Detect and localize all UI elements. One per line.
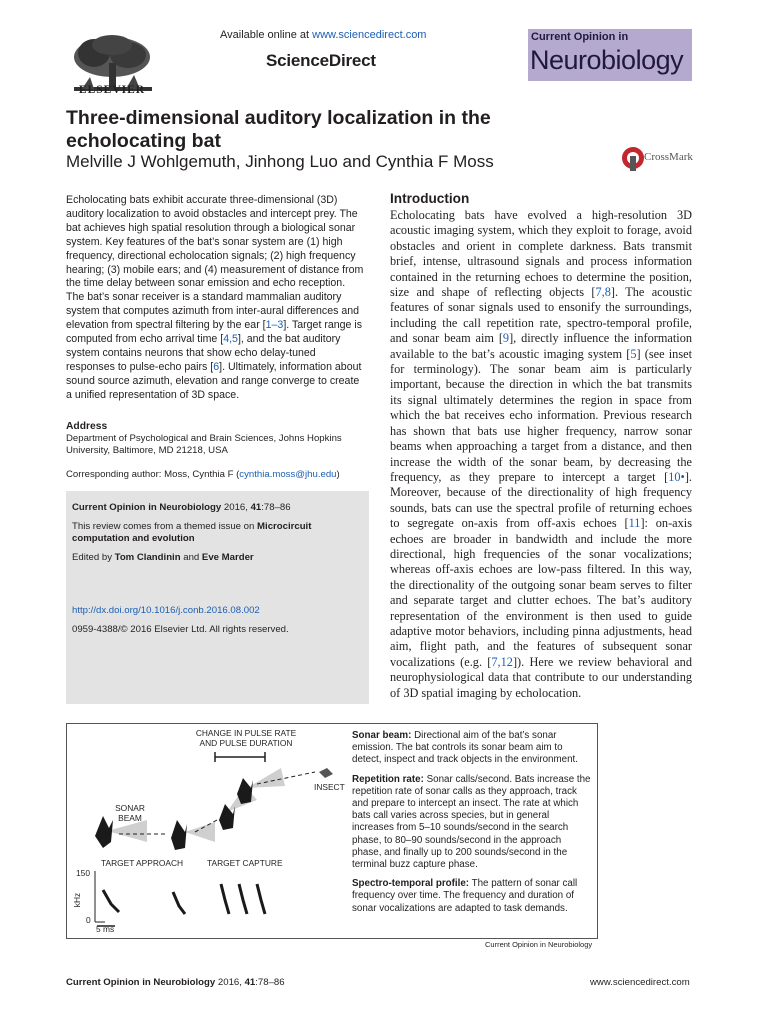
journal-banner-line2: Neurobiology [530, 45, 684, 75]
sonar-call [221, 884, 229, 914]
sonar-call [257, 884, 265, 914]
address-body: Department of Psychological and Brain Sciences, Johns Hopkins University, Baltimore, MD 21218, USA [66, 433, 342, 457]
fig-y-max: 150 [76, 868, 90, 878]
glossary-spectro-temporal: Spectro-temporal profile: The pattern of sonar call frequency over time. The frequency and duration of sonar vocalizations are adapted to task demands. [352, 878, 578, 914]
ref-link[interactable]: 5 [630, 346, 637, 361]
journal-banner-line1: Current Opinion in [531, 31, 629, 43]
themed-issue-line: This review comes from a themed issue on Microcircuit computation and evolution [72, 521, 312, 544]
sonar-call [239, 884, 247, 914]
introduction-text: Echolocating bats have evolved a high-resolution 3D acoustic imaging system, which they exploit to forage, avoid obstacles and orient in complete darkness. Bats transmit brief, intense, ultrasound signals and process information contained in the returning echoes to determine the position, size and shape of reflecting objects [7,8]. The acoustic features of sonar signals used to ensonify the surroundings, including the call repetition rate, spectro-temporal profile, and sonar beam aim [9], directly influence the information available to the bat’s acoustic imaging system [5] (see inset for terminology). The sonar beam aim is particularly important, because the direction in which the bat transmits its signal ultimately determines the region in space from which the bat receives echo information. Previous research has shown that bats use higher frequency, narrow sonar beams when approaching a target from a distance, and then increase the width of the sonar beam, by decreasing the frequency, as they prepare to intercept a target [10•]. Moreover, because of the directionality of high frequency sounds, bats can use the spectral profile of returning echoes to segregate on-axis from off-axis echoes [11]: on-axis echoes are broader in bandwidth and include the more directional, high frequencies of the sonar vocalizations; whereas off-axis echoes are low-pass filtered. In this way, the directionality of the outgoing sonar beam serves to filter and separate target and clutter echoes. The bat’s auditory representation of the environment is then used to guide adaptive motor behaviors, including pinna adjustments, head aim, flight path, and the features of subsequent sonar vocalizations (e.g. [7,12]). Here we review behavioral and neurophysiological data that contribute to our understanding of 3D spatial imaging by echolocation. [390, 208, 692, 700]
sonar-call [103, 890, 119, 912]
edited-by-line: Edited by Tom Clandinin and Eve Marder [72, 552, 254, 563]
sciencedirect-brand: ScienceDirect [266, 51, 376, 70]
email-link[interactable]: cynthia.moss@jhu.edu [239, 469, 337, 480]
crossmark-label[interactable]: CrossMark [644, 151, 693, 163]
ref-link[interactable]: 11 [628, 516, 641, 531]
ref-link[interactable]: 1–3 [265, 319, 284, 332]
glossary-repetition-rate: Repetition rate: Sonar calls/second. Bats increase the repetition rate of sonar calls as they approach, track and prepare to intercept an insect. The rate at which bats call varies across species, but in general increases from 5–10 sounds/second in the search phase, to 80–90 sounds/second in the approach phase, and finally up to 200 sounds/second in the terminal buzz capture phase. [352, 773, 591, 871]
footer-site[interactable]: www.sciencedirect.com [590, 977, 690, 988]
sonar-beam-cone [185, 822, 215, 842]
bat-silhouette [171, 820, 187, 850]
bat-silhouette [95, 816, 113, 848]
fig-y-unit: kHz [72, 892, 83, 908]
address-heading: Address [66, 421, 108, 432]
fig-label-target-approach: TARGET APPROACH [101, 858, 184, 868]
fig-label-insect: INSECT [314, 782, 345, 792]
sonar-beam-cone [107, 820, 147, 842]
corresponding-author: Corresponding author: Moss, Cynthia F (cynthia.moss@jhu.edu) [66, 469, 340, 480]
ref-link[interactable]: 7,12 [491, 654, 513, 669]
fig-y-zero: 0 [86, 915, 91, 925]
ref-link[interactable]: 6 [213, 360, 220, 373]
ref-link[interactable]: 7,8 [595, 285, 611, 300]
doi-link[interactable]: http://dx.doi.org/10.1016/j.conb.2016.08.002 [72, 605, 260, 616]
fig-label-target-capture: TARGET CAPTURE [207, 858, 283, 868]
fig-label-sonar-beam: SONAR BEAM [115, 803, 145, 823]
fig-scale-label: 5 ms [96, 924, 115, 934]
sciencedirect-link[interactable]: www.sciencedirect.com [312, 29, 427, 41]
available-online: Available online at www.sciencedirect.com [220, 29, 427, 41]
ref-link[interactable]: 9 [502, 331, 510, 346]
glossary-sonar-beam: Sonar beam: Directional aim of the bat’s sonar emission. The bat controls its sonar beam aim to detect, inspect and track objects in the environment. [352, 730, 578, 766]
figure-credit: Current Opinion in Neurobiology [485, 940, 593, 949]
ref-link[interactable]: 10• [668, 469, 685, 484]
article-title: Three-dimensional auditory localization in the echolocating bat [66, 107, 491, 152]
bat-echolocation-illustration [67, 724, 352, 938]
abstract-text: Echolocating bats exhibit accurate three-dimensional (3D) auditory localization to avoid obstacles and intercept prey. The bat achieves high spatial resolution through a biological sonar system. Key features of the bat’s sonar system are (1) high frequency, directional echolocation signals; (2) high frequency hearing; (3) mobile ears; and (4) measurement of distance from the time delay between sonar emission and echo reception. The bat’s sonar receiver is a standard mammalian auditory system that computes azimuth from inter-aural differences and elevation from spectral filtering by the ear [1–3]. Target range is computed from echo arrival time [4,5], and the bat auditory system contains neurons that show echo delay-tuned responses to pulse-echo pairs [6]. Ultimately, information about sound source azimuth, elevation and range converge to create a unified representation of 3D space. [66, 194, 364, 401]
insect-silhouette [319, 768, 333, 778]
figure-glossary [352, 730, 592, 922]
article-authors: Melville J Wohlgemuth, Jinhong Luo and Cynthia F Moss [66, 152, 494, 171]
sonar-beam-cone [247, 768, 285, 788]
publisher-name: ELSEVIER [78, 84, 146, 96]
citation-line: Current Opinion in Neurobiology 2016, 41:78–86 [72, 502, 291, 513]
sonar-call [173, 892, 185, 914]
fig-label-change-rate: CHANGE IN PULSE RATE AND PULSE DURATION [195, 728, 297, 748]
introduction-heading: Introduction [390, 191, 470, 206]
issn-copyright: 0959-4388/© 2016 Elsevier Ltd. All rights reserved. [72, 624, 289, 635]
footer-citation: Current Opinion in Neurobiology 2016, 41:78–86 [66, 977, 285, 988]
ref-link[interactable]: 4,5 [223, 333, 238, 346]
